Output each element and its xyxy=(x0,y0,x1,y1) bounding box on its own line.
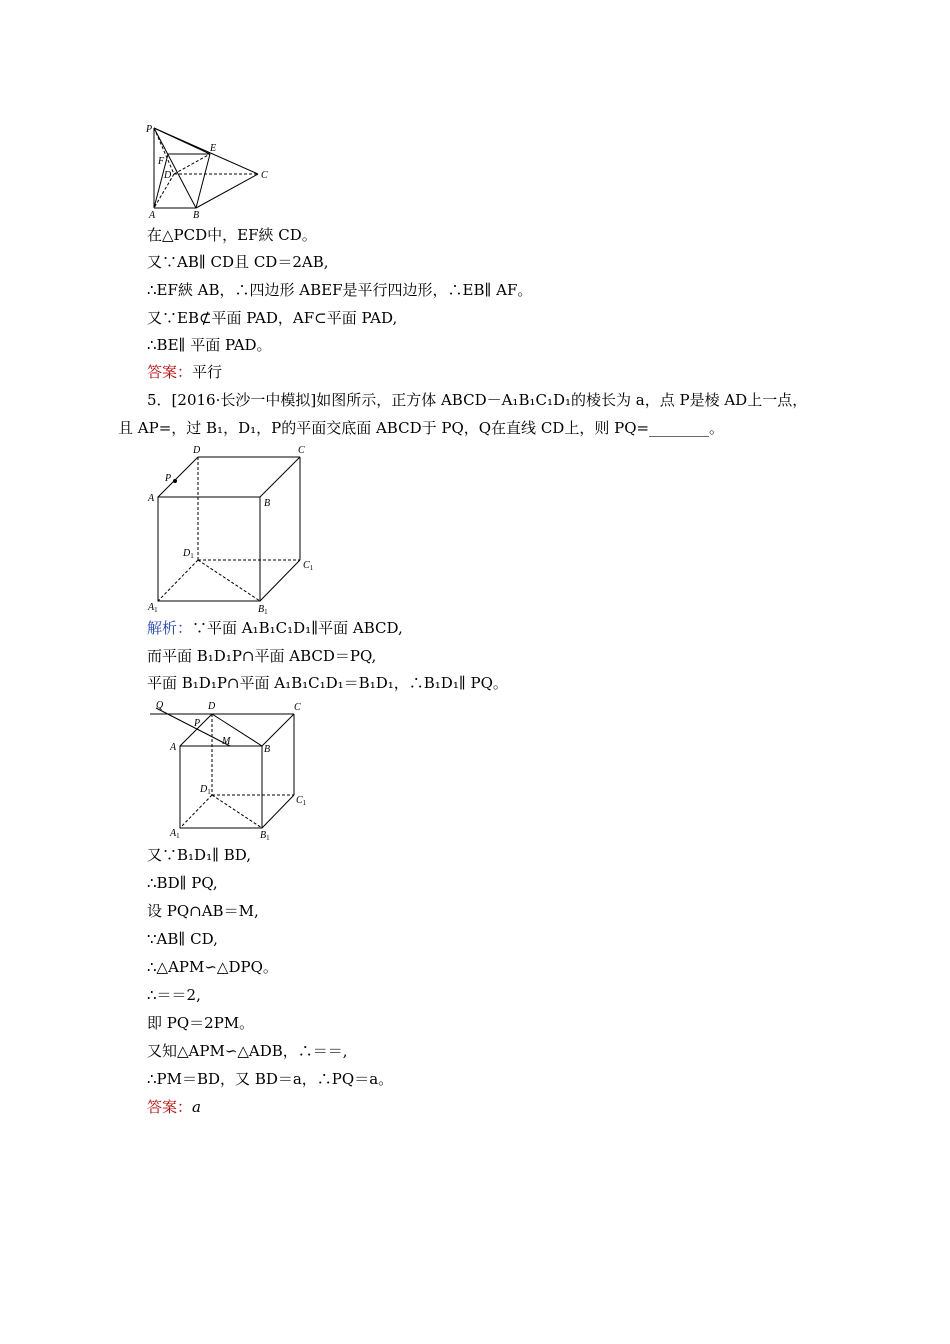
answer-label: 答案： xyxy=(147,363,193,381)
question-line: 且 AP=，过 B₁，D₁，P的平面交底面 ABCD于 PQ，Q在直线 CD上，则 PQ=________。 xyxy=(118,419,725,437)
answer-value: 平行 xyxy=(192,363,223,381)
label-C: C xyxy=(261,170,268,181)
label-Q: Q xyxy=(156,700,164,711)
text-line: ∵AB∥ CD, xyxy=(147,930,218,948)
label-B1: $B_1$ xyxy=(260,830,270,842)
label-C1: $C_1$ xyxy=(296,795,307,807)
label-P: P xyxy=(146,124,153,135)
analysis-text: ∵平面 A₁B₁C₁D₁∥平面 ABCD, xyxy=(192,619,403,637)
cube-figure xyxy=(140,440,340,618)
label-D1: $D_1$ xyxy=(200,784,211,796)
answer-label: 答案： xyxy=(147,1098,193,1116)
text-line: 又知△APM∽△ADB，∴＝＝, xyxy=(147,1042,348,1060)
label-D: D xyxy=(193,445,201,456)
label-B: B xyxy=(264,744,271,755)
analysis-line xyxy=(147,618,403,638)
text-line: 即 PQ＝2PM。 xyxy=(147,1014,255,1032)
label-A: A xyxy=(170,742,177,753)
text-line: 又∵EB⊄平面 PAD，AF⊂平面 PAD, xyxy=(147,309,398,327)
answer-value: a xyxy=(192,1098,201,1116)
label-B: B xyxy=(193,210,200,221)
label-A1: $A_1$ xyxy=(170,828,180,840)
text-line: 平面 B₁D₁P∩平面 A₁B₁C₁D₁＝B₁D₁，∴B₁D₁∥ PQ。 xyxy=(147,674,508,692)
label-M: M xyxy=(222,736,231,747)
text-line: ∴PM＝BD，又 BD＝a，∴PQ＝a。 xyxy=(147,1070,394,1088)
text-line: 又∵B₁D₁∥ BD, xyxy=(147,846,252,864)
label-C1: $C_1$ xyxy=(303,560,314,572)
text-line: ∴EF綊 AB，∴四边形 ABEF是平行四边形，∴EB∥ AF。 xyxy=(147,281,533,299)
label-A: A xyxy=(149,210,156,221)
label-A1: $A_1$ xyxy=(148,602,158,614)
pyramid-figure xyxy=(140,118,280,223)
text-line: ∴△APM∽△DPQ。 xyxy=(147,958,278,976)
text-line: ∴BE∥ 平面 PAD。 xyxy=(147,336,272,354)
answer-line xyxy=(147,362,222,382)
analysis-label: 解析： xyxy=(147,619,193,637)
answer-line xyxy=(147,1097,201,1117)
label-C: C xyxy=(294,702,301,713)
label-D: D xyxy=(164,170,172,181)
text-line: 又∵AB∥ CD且 CD＝2AB, xyxy=(147,253,329,271)
label-A: A xyxy=(148,493,155,504)
label-D: D xyxy=(208,701,216,712)
label-B: B xyxy=(264,498,271,509)
text-line: ∴BD∥ PQ, xyxy=(147,874,218,892)
label-E: E xyxy=(210,143,217,154)
label-F: F xyxy=(158,156,165,167)
label-C: C xyxy=(298,445,305,456)
text-line: 设 PQ∩AB＝M, xyxy=(147,902,259,920)
text-line: ∴＝＝2, xyxy=(147,986,201,1004)
label-D1: $D_1$ xyxy=(183,548,194,560)
cube-section-figure xyxy=(140,698,340,844)
question-line: 5．[2016·长沙一中模拟]如图所示，正方体 ABCD－A₁B₁C₁D₁的棱长为 a，点 P是棱 AD上一点， xyxy=(147,391,808,409)
text-line: 而平面 B₁D₁P∩平面 ABCD＝PQ, xyxy=(147,647,377,665)
label-P: P xyxy=(165,473,172,484)
text-line: 在△PCD中，EF綊 CD。 xyxy=(147,226,317,244)
label-B1: $B_1$ xyxy=(258,604,268,616)
label-P: P xyxy=(194,718,201,729)
